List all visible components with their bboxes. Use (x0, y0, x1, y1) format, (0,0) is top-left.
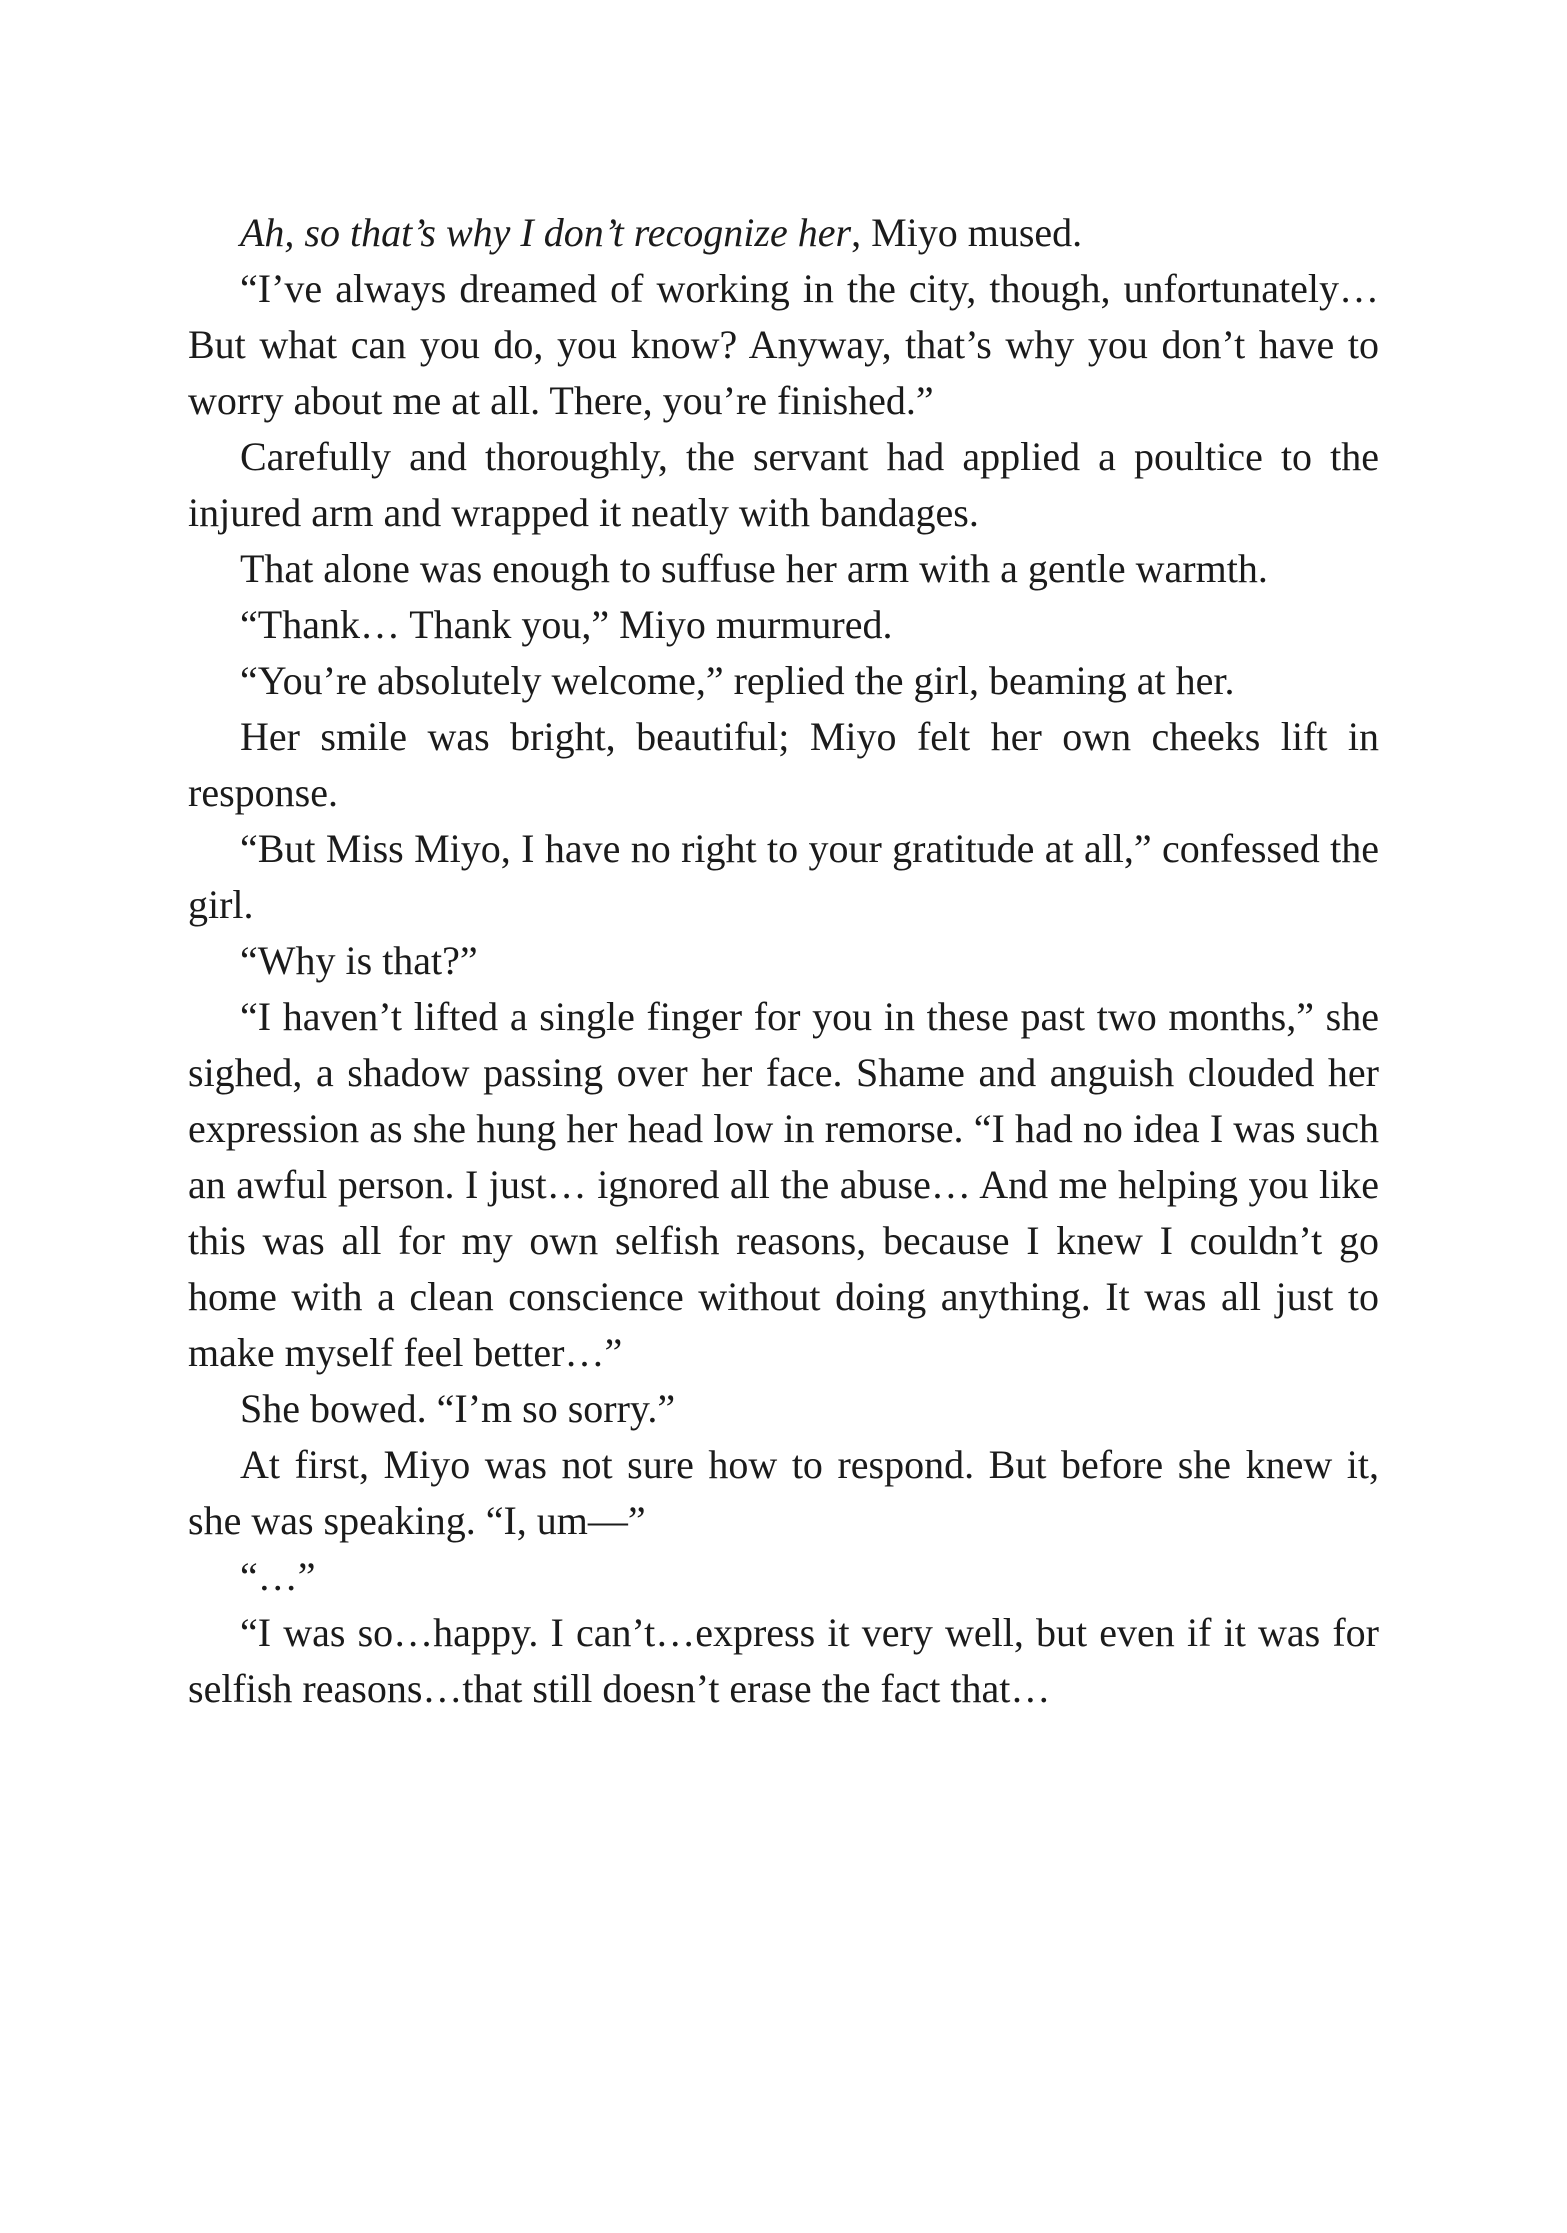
paragraph-10: She bowed. “I’m so sorry.” (240, 1386, 676, 1431)
paragraph-6: Her smile was bright, beautiful; Miyo felt her own cheeks lift in response. (188, 714, 1379, 815)
paragraph-9: “I haven’t lifted a single finger for you in these past two months,” she sighed, a shadow passing over her face. Shame and anguish clouded her expression as she hung her head low in remorse. “I had no idea I was such an awful person. I just… ignored all the abuse… And me helping you like this was all for my own selfish reasons, because I knew I couldn’t go home with a clean conscience without doing anything. It was all just to make myself feel better…” (188, 994, 1379, 1375)
paragraph-12: “…” (240, 1554, 316, 1599)
paragraph-0-italic-lead: Ah, so that’s why I don’t recognize her (240, 210, 852, 255)
paragraph-3: That alone was enough to suffuse her arm with a gentle warmth. (240, 546, 1268, 591)
paragraph-7: “But Miss Miyo, I have no right to your gratitude at all,” confessed the girl. (188, 826, 1379, 927)
paragraph-0 (188, 205, 1379, 261)
paragraph-1: “I’ve always dreamed of working in the city, though, unfortunately… But what can you do, you know? Anyway, that’s why you don’t have to worry about me at all. There, you’re finished.” (188, 266, 1379, 423)
paragraph-13: “I was so…happy. I can’t…express it very well, but even if it was for selfish reasons…that still doesn’t erase the fact that… (188, 1610, 1379, 1711)
paragraph-5: “You’re absolutely welcome,” replied the girl, beaming at her. (240, 658, 1235, 703)
paragraph-4: “Thank… Thank you,” Miyo murmured. (240, 602, 893, 647)
paragraph-2: Carefully and thoroughly, the servant had applied a poultice to the injured arm and wrapped it neatly with bandages. (188, 434, 1379, 535)
paragraph-0-rest: , Miyo mused. (851, 210, 1083, 255)
paragraph-11: At first, Miyo was not sure how to respond. But before she knew it, she was speaking. “I, um—” (188, 1442, 1379, 1543)
paragraph-8: “Why is that?” (240, 938, 478, 983)
text-block (188, 205, 1379, 1717)
